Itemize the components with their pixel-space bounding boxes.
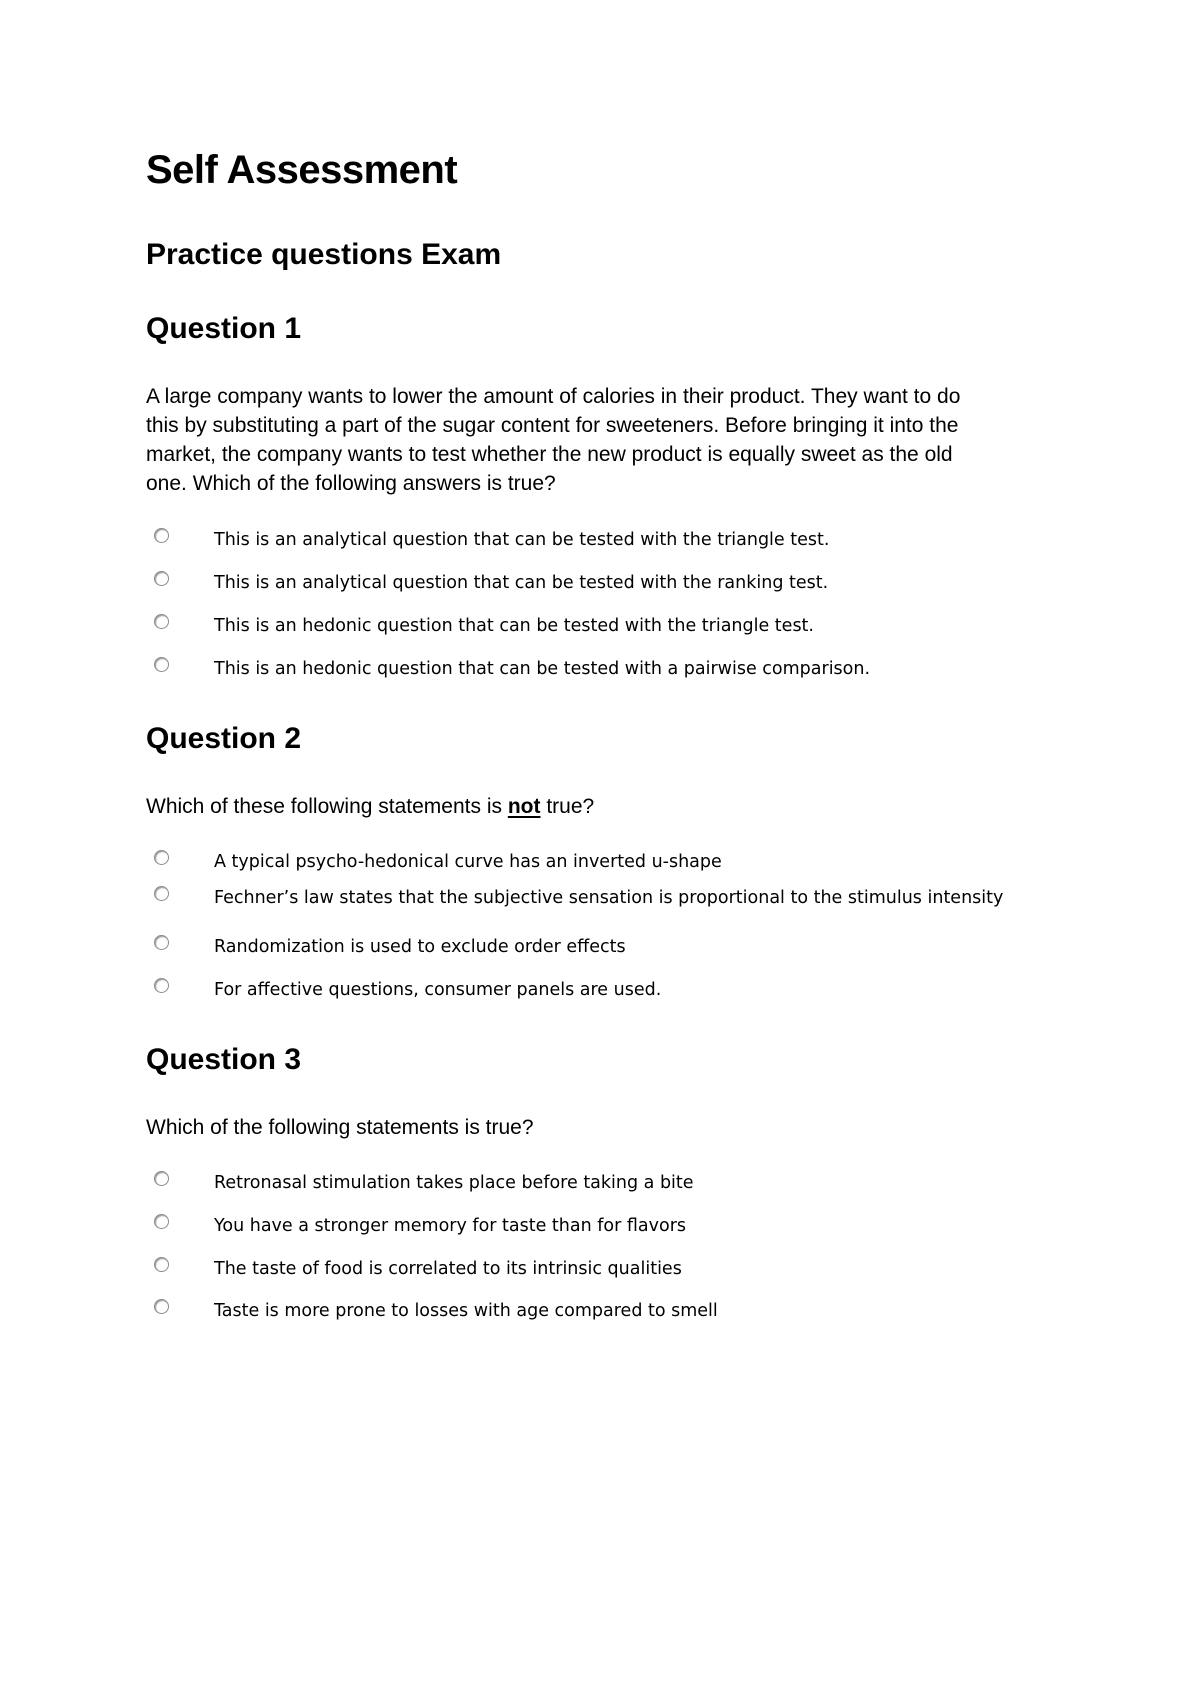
radio-button[interactable] [154, 1299, 169, 1314]
question-2-option-3[interactable] [154, 935, 1034, 963]
question-2-option-2[interactable] [154, 886, 1034, 914]
radio-button[interactable] [154, 1214, 169, 1229]
radio-button[interactable] [154, 978, 169, 993]
radio-button[interactable] [154, 571, 169, 586]
question-3-option-1[interactable] [154, 1171, 1034, 1199]
question-1-text-line: one. Which of the following answers is true? [146, 472, 556, 495]
option-label: A typical psycho-hedonical curve has an inverted u-shape [214, 852, 722, 872]
option-label: Fechner’s law states that the subjective sensation is proportional to the stimulus intensity [214, 888, 1004, 908]
radio-button[interactable] [154, 1257, 169, 1272]
question-1-text-line: market, the company wants to test whether the new product is equally sweet as the old [146, 443, 953, 466]
radio-button[interactable] [154, 1171, 169, 1186]
question-3-heading: Question 3 [146, 1043, 302, 1076]
radio-button[interactable] [154, 614, 169, 629]
option-label: Retronasal stimulation takes place before taking a bite [214, 1173, 694, 1193]
question-1-option-2[interactable] [154, 571, 1034, 599]
radio-button[interactable] [154, 657, 169, 672]
question-2-text [146, 792, 1046, 821]
option-label: For affective questions, consumer panels are used. [214, 980, 662, 1000]
question-1-option-1[interactable] [154, 528, 1034, 556]
question-2-heading: Question 2 [146, 722, 302, 755]
option-label: This is an hedonic question that can be tested with a pairwise comparison. [214, 659, 871, 679]
question-1-text-line: A large company wants to lower the amount of calories in their product. They want to do [146, 385, 961, 408]
option-label: Randomization is used to exclude order effects [214, 937, 626, 957]
option-label: This is an analytical question that can be tested with the ranking test. [214, 573, 829, 593]
radio-button[interactable] [154, 935, 169, 950]
page-subtitle: Practice questions Exam [146, 238, 502, 271]
radio-button[interactable] [154, 850, 169, 865]
question-2-option-4[interactable] [154, 978, 1034, 1006]
question-3-option-3[interactable] [154, 1257, 1034, 1285]
radio-button[interactable] [154, 886, 169, 901]
question-3-option-4[interactable] [154, 1299, 1034, 1327]
option-label: This is an analytical question that can be tested with the triangle test. [214, 530, 830, 550]
question-3-text [146, 1113, 1046, 1142]
question-1-option-4[interactable] [154, 657, 1034, 685]
radio-button[interactable] [154, 528, 169, 543]
option-label: The taste of food is correlated to its intrinsic qualities [214, 1259, 682, 1279]
question-1-option-3[interactable] [154, 614, 1034, 642]
question-3-text-line: Which of the following statements is true? [146, 1116, 534, 1139]
page-title: Self Assessment [146, 148, 458, 192]
question-1-text-line: this by substituting a part of the sugar content for sweeteners. Before bringing it into the [146, 414, 959, 437]
question-1-text [146, 382, 1046, 498]
option-label: Taste is more prone to losses with age compared to smell [214, 1301, 718, 1321]
option-label: This is an hedonic question that can be tested with the triangle test. [214, 616, 814, 636]
option-label: You have a stronger memory for taste than for flavors [214, 1216, 687, 1236]
question-1-heading: Question 1 [146, 312, 302, 345]
question-2-text-before: Which of these following statements is [146, 795, 508, 818]
question-3-option-2[interactable] [154, 1214, 1034, 1242]
question-2-emphasis: not [507, 795, 541, 818]
question-2-text-after: true? [540, 795, 595, 818]
question-2-option-1[interactable] [154, 850, 1034, 878]
